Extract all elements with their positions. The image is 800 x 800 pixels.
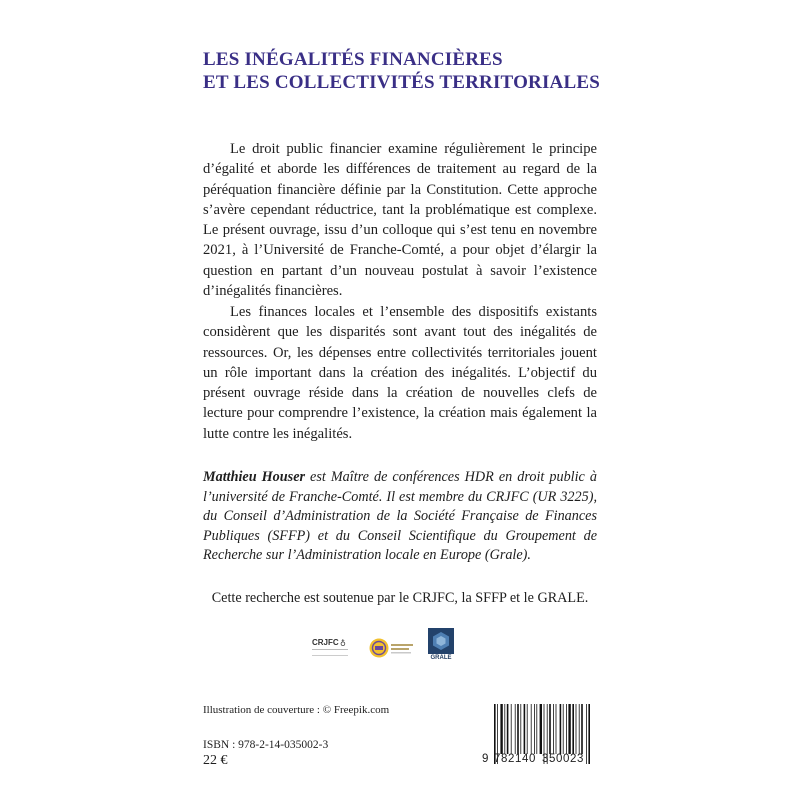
barcode-bar bbox=[500, 704, 502, 754]
grale-logo bbox=[428, 628, 454, 664]
barcode-bar bbox=[536, 704, 537, 754]
crjfc-subtitle-lines bbox=[312, 649, 348, 656]
barcode-bar bbox=[517, 704, 519, 754]
barcode-bar bbox=[563, 704, 564, 754]
barcode-bar bbox=[531, 704, 532, 754]
grale-logo-text: GRALE bbox=[430, 655, 452, 661]
barcode-bar bbox=[507, 704, 509, 754]
author-bio bbox=[203, 468, 597, 566]
barcode-bar bbox=[549, 704, 551, 754]
grale-emblem-icon bbox=[428, 628, 454, 655]
barcode-bar bbox=[560, 704, 562, 754]
author-bio-text: est Maître de conférences HDR en droit public à l’université de Franche-Comté. Il est membre du CRJFC (UR 3225), du Conseil d’Administration de la Société Française de Finances Publiques (SFFP) et du Conseil Scientifique du Groupement de Recherche sur l’Administration locale en Europe (Grale). bbox=[203, 469, 597, 564]
isbn: ISBN : 978-2-14-035002-3 bbox=[203, 739, 329, 751]
barcode-bar bbox=[515, 704, 516, 754]
barcode-bar bbox=[572, 704, 574, 754]
barcode-group-2: 350023 bbox=[542, 753, 584, 765]
barcode-bar bbox=[568, 704, 570, 754]
barcode-lead-digit: 9 bbox=[482, 753, 489, 765]
barcode-digits bbox=[482, 753, 602, 767]
barcode-bar bbox=[524, 704, 526, 754]
barcode-bar bbox=[576, 704, 577, 754]
author-name: Matthieu Houser bbox=[203, 469, 306, 485]
barcode-group-1: 782140 bbox=[494, 753, 536, 765]
support-statement: Cette recherche est soutenue par le CRJFC, la SFFP et le GRALE. bbox=[211, 590, 589, 606]
crjfc-emblem-icon: ♁ bbox=[340, 638, 346, 647]
title-line-2: ET LES COLLECTIVITÉS TERRITORIALES bbox=[203, 72, 600, 93]
barcode-bar bbox=[566, 704, 567, 754]
barcode-bar bbox=[579, 704, 580, 754]
partner-logos bbox=[0, 628, 800, 668]
crjfc-logo bbox=[312, 638, 350, 658]
barcode-bar bbox=[553, 704, 554, 754]
summary-paragraph-1: Le droit public financier examine régulièrement le principe d’égalité et aborde les différences de traitement au regard de la péréquation financière définie par la Constitution. Cette approche s’avère cependant réductrice, tant la problématique est complexe. Le présent ouvrage, issu d’un colloque qui s’est tenu en novembre 2021, à l’Université de Franche-Comté, a pour objet d’élargir la question en partant d’un nouveau postulat à savoir l’existence d’inégalités financières. bbox=[203, 141, 597, 300]
barcode-bar bbox=[556, 704, 557, 754]
barcode-bar bbox=[504, 704, 505, 754]
price: 22 € bbox=[203, 753, 228, 768]
barcode-bar bbox=[581, 704, 583, 754]
barcode-bar bbox=[527, 704, 528, 754]
cover-illustration-credit: Illustration de couverture : © Freepik.com bbox=[203, 704, 390, 716]
barcode-bar bbox=[534, 704, 535, 754]
crjfc-logo-text: CRJFC bbox=[312, 638, 339, 647]
sffp-logo bbox=[368, 637, 416, 659]
book-title bbox=[203, 48, 623, 94]
barcode-bar bbox=[520, 704, 521, 754]
summary-paragraph-2: Les finances locales et l’ensemble des dispositifs existants considèrent que les disparités sont avant tout des inégalités de ressources. Or, les dépenses entre collectivités territoriales jouent un rôle important dans la création des inégalités. L’objectif du présent ouvrage réside dans la création de nouvelles clefs de lecture pour comprendre l’existence, la création mais également la lutte contre les inégalités. bbox=[203, 304, 597, 442]
barcode-bar bbox=[511, 704, 512, 754]
title-line-1: LES INÉGALITÉS FINANCIÈRES bbox=[203, 49, 503, 70]
barcode-bar bbox=[540, 704, 542, 754]
